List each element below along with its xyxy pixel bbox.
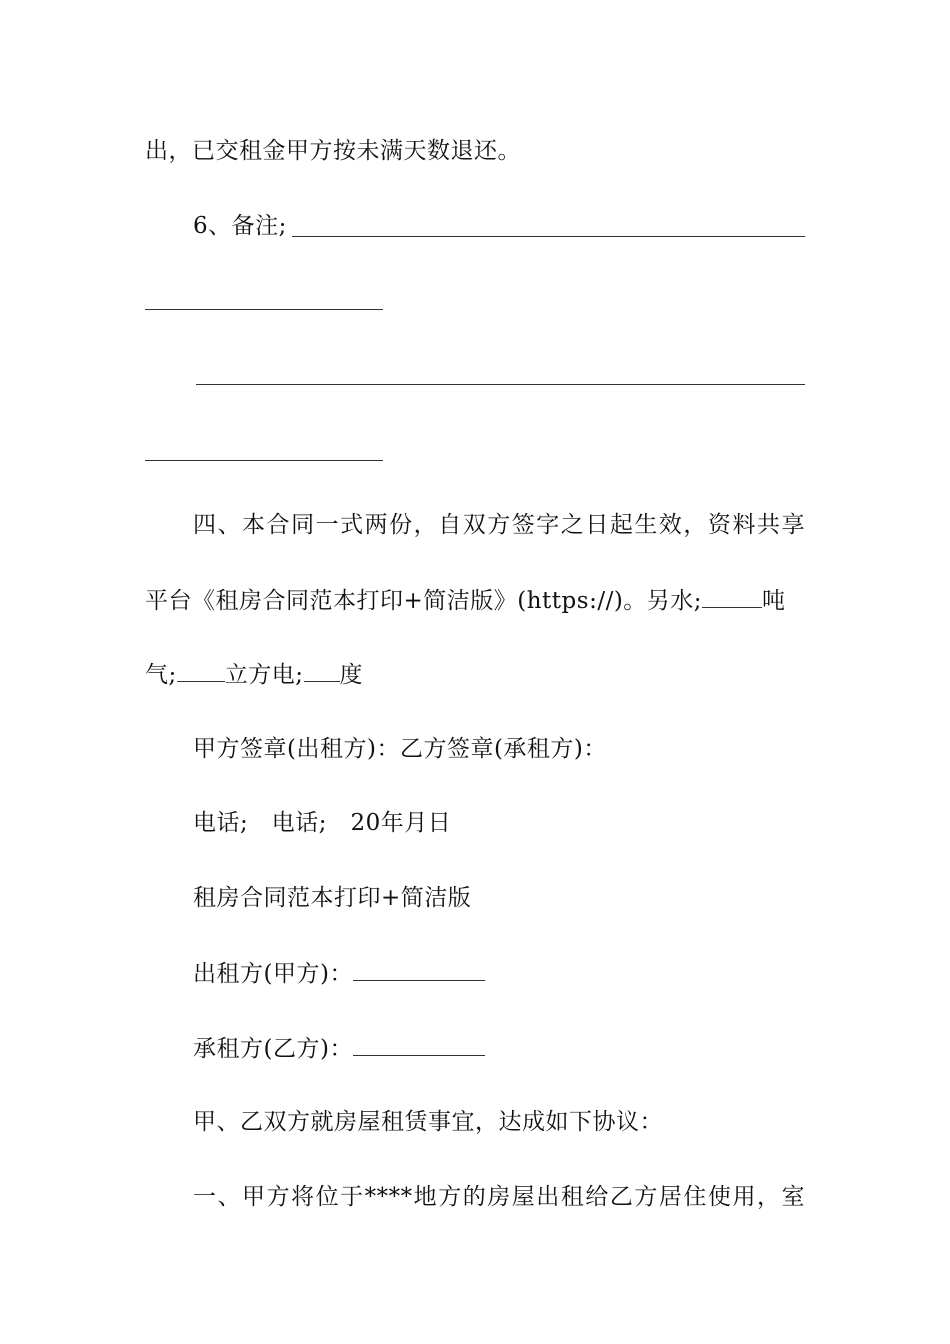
electricity-unit: 度 — [339, 662, 363, 688]
section-4-line-1: 四、本合同一式两份，自双方签字之日起生效，资料共享 — [193, 512, 805, 538]
paragraph-refund-line: 出，已交租金甲方按未满天数退还。 — [145, 138, 521, 164]
phone-date-line: 电话; 电话; 20年月日 — [193, 810, 452, 836]
remark-blank-line-1 — [292, 236, 805, 237]
gas-label: 气; — [145, 662, 177, 688]
lessee-label: 承租方(乙方)： — [193, 1036, 353, 1062]
water-unit: 吨 — [762, 588, 786, 614]
signature-line: 甲方签章(出租方)：乙方签章(承租方)： — [193, 736, 607, 762]
remark-blank-line-4 — [145, 460, 383, 461]
clause-1-line: 一、甲方将位于****地方的房屋出租给乙方居住使用，室 — [193, 1184, 805, 1210]
electricity-label: 立方电; — [224, 662, 304, 688]
section-4-line-3 — [145, 659, 363, 690]
lessor-blank — [353, 958, 485, 981]
section-4-line-2 — [145, 585, 786, 616]
remark-label: 6、备注; — [193, 213, 287, 239]
water-blank — [702, 585, 762, 608]
lessee-blank — [353, 1033, 485, 1056]
agreement-intro: 甲、乙双方就房屋租赁事宜，达成如下协议： — [193, 1109, 663, 1135]
section-4-line-2-text: 平台《租房合同范本打印+简洁版》(https://)。另水; — [145, 588, 703, 614]
lessee-line — [193, 1033, 485, 1064]
lessor-line — [193, 958, 485, 989]
second-contract-title: 租房合同范本打印+简洁版 — [193, 885, 472, 911]
remark-blank-line-3 — [196, 384, 805, 385]
lessor-label: 出租方(甲方)： — [193, 961, 353, 987]
electricity-blank — [304, 659, 340, 682]
gas-blank — [177, 659, 225, 682]
remark-blank-line-2 — [145, 309, 383, 310]
